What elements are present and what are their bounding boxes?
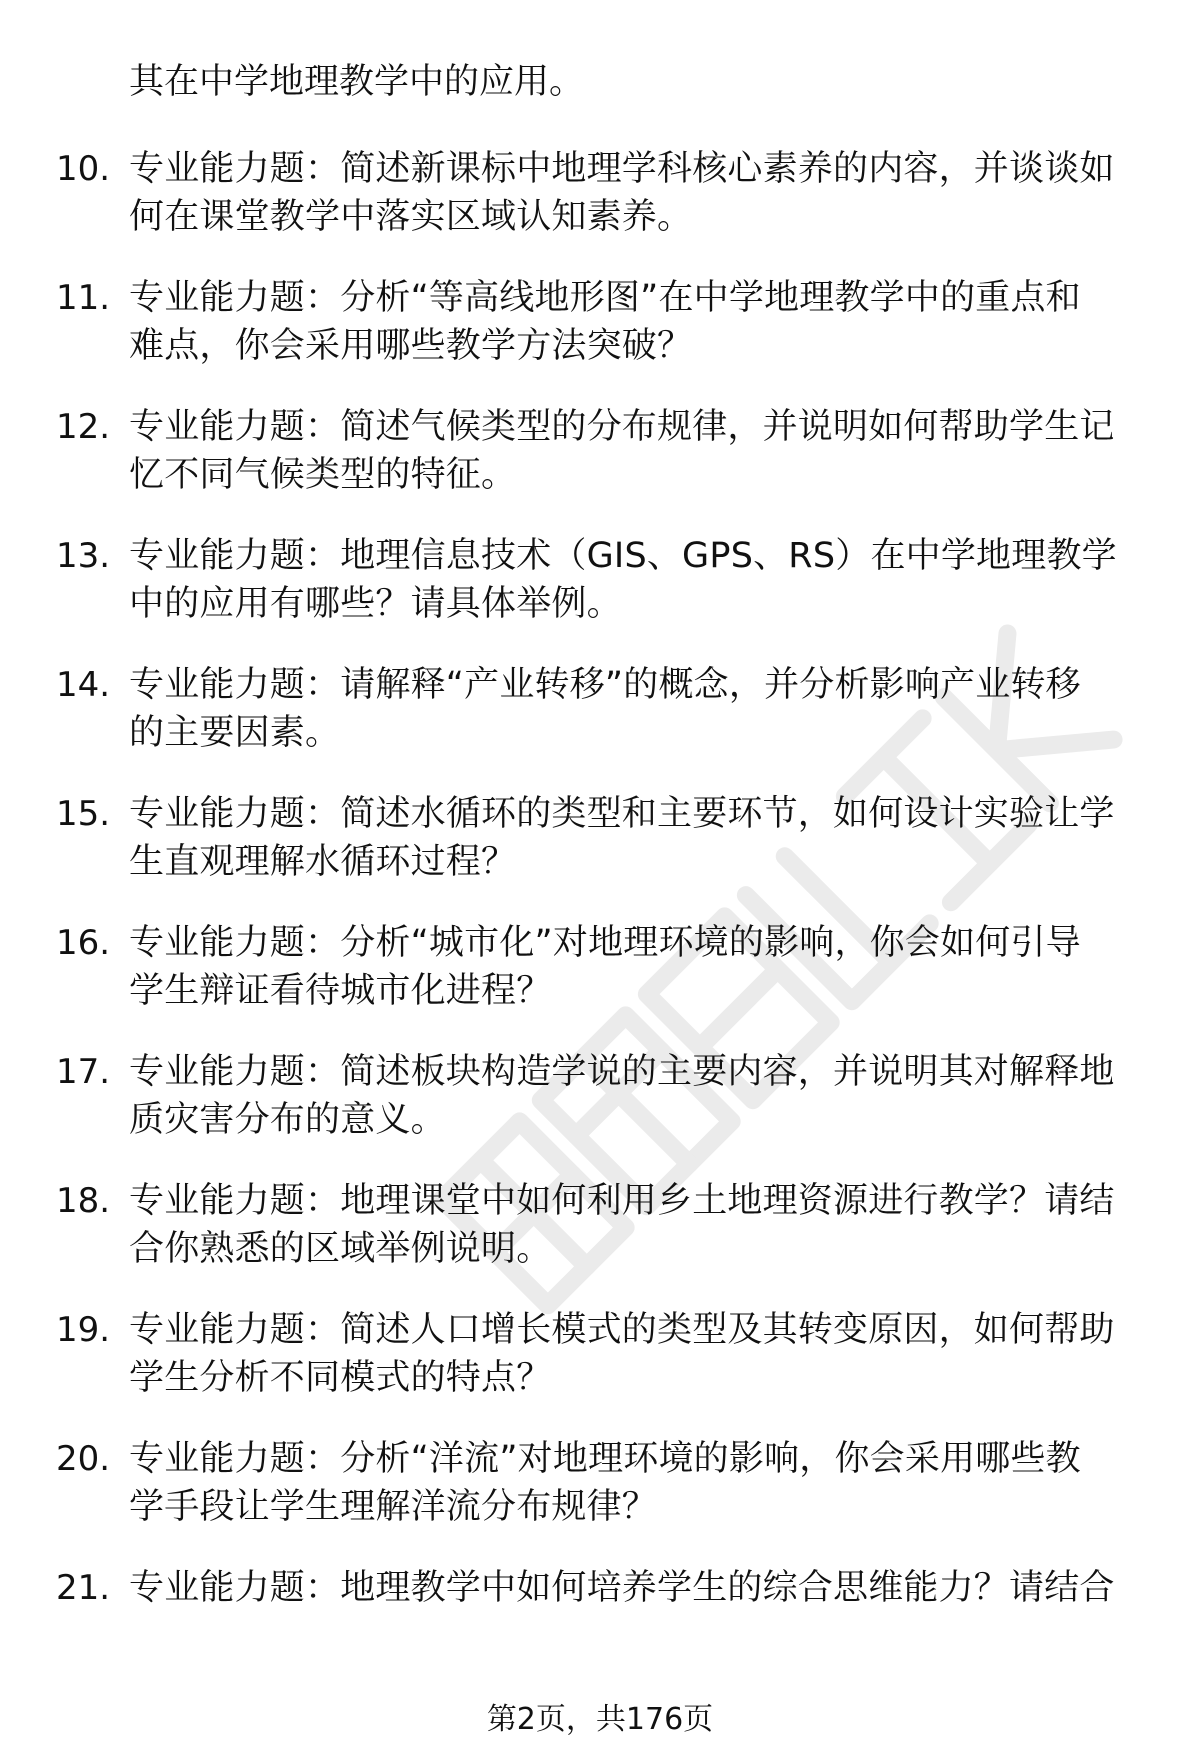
question-text xyxy=(129,1564,1139,1612)
question-line: 学手段让学生理解洋流分布规律？ xyxy=(129,1487,658,1527)
question-number: 14. xyxy=(56,665,111,705)
question-text xyxy=(129,403,1139,499)
list-item xyxy=(0,1048,1200,1177)
question-line: 专业能力题：分析“等高线地形图”在中学地理教学中的重点和 xyxy=(129,278,1081,318)
question-number: 13. xyxy=(56,536,111,576)
list-item xyxy=(0,661,1200,790)
list-item xyxy=(0,1435,1200,1564)
list-item xyxy=(0,274,1200,403)
question-line: 专业能力题：地理信息技术（GIS、GPS、RS）在中学地理教学 xyxy=(129,536,1117,576)
list-item xyxy=(0,1564,1200,1693)
question-text xyxy=(129,274,1139,370)
question-number: 15. xyxy=(56,794,111,834)
question-text xyxy=(129,1048,1139,1144)
list-item xyxy=(0,145,1200,274)
list-item xyxy=(0,919,1200,1048)
question-text xyxy=(129,919,1139,1015)
question-line: 忆不同气候类型的特征。 xyxy=(129,455,517,495)
page-footer: 第2页，共176页 xyxy=(486,1702,714,1737)
question-line: 质灾害分布的意义。 xyxy=(129,1100,446,1140)
list-item xyxy=(0,532,1200,661)
question-text xyxy=(129,532,1139,628)
question-line: 专业能力题：简述水循环的类型和主要环节，如何设计实验让学 xyxy=(129,794,1115,834)
question-number: 20. xyxy=(56,1439,111,1479)
question-line: 专业能力题：简述气候类型的分布规律，并说明如何帮助学生记 xyxy=(129,407,1115,447)
question-line: 专业能力题：简述人口增长模式的类型及其转变原因，如何帮助 xyxy=(129,1310,1115,1350)
question-number: 18. xyxy=(56,1181,111,1221)
question-line: 专业能力题：地理教学中如何培养学生的综合思维能力？请结合 xyxy=(129,1568,1115,1608)
question-text xyxy=(129,1177,1139,1273)
question-line: 专业能力题：简述板块构造学说的主要内容，并说明其对解释地 xyxy=(129,1052,1115,1092)
question-line: 中的应用有哪些？请具体举例。 xyxy=(129,584,622,624)
question-number: 12. xyxy=(56,407,111,447)
question-line: 专业能力题：请解释“产业转移”的概念，并分析影响产业转移 xyxy=(129,665,1081,705)
list-item xyxy=(0,403,1200,532)
question-number: 16. xyxy=(56,923,111,963)
question-number: 11. xyxy=(56,278,111,318)
continued-text-line: 其在中学地理教学中的应用。 xyxy=(129,62,585,102)
question-number: 21. xyxy=(56,1568,111,1608)
question-number: 19. xyxy=(56,1310,111,1350)
question-line: 的主要因素。 xyxy=(129,713,341,753)
question-number: 17. xyxy=(56,1052,111,1092)
question-line: 学生辩证看待城市化进程？ xyxy=(129,971,552,1011)
question-line: 学生分析不同模式的特点？ xyxy=(129,1358,552,1398)
list-item xyxy=(0,790,1200,919)
question-line: 难点，你会采用哪些教学方法突破？ xyxy=(129,326,693,366)
list-item xyxy=(0,1177,1200,1306)
question-text xyxy=(129,661,1139,757)
question-line: 合你熟悉的区域举例说明。 xyxy=(129,1229,552,1269)
question-line: 专业能力题：地理课堂中如何利用乡土地理资源进行教学？请结 xyxy=(129,1181,1115,1221)
question-line: 专业能力题：分析“城市化”对地理环境的影响，你会如何引导 xyxy=(129,923,1081,963)
question-list xyxy=(0,145,1200,1693)
question-text xyxy=(129,145,1139,241)
question-line: 生直观理解水循环过程？ xyxy=(129,842,517,882)
question-text xyxy=(129,790,1139,886)
question-line: 何在课堂教学中落实区域认知素养。 xyxy=(129,197,693,237)
question-line: 专业能力题：简述新课标中地理学科核心素养的内容，并谈谈如 xyxy=(129,149,1115,189)
question-text xyxy=(129,1306,1139,1402)
list-item xyxy=(0,1306,1200,1435)
question-number: 10. xyxy=(56,149,111,189)
question-line: 专业能力题：分析“洋流”对地理环境的影响，你会采用哪些教 xyxy=(129,1439,1081,1479)
question-text xyxy=(129,1435,1139,1531)
